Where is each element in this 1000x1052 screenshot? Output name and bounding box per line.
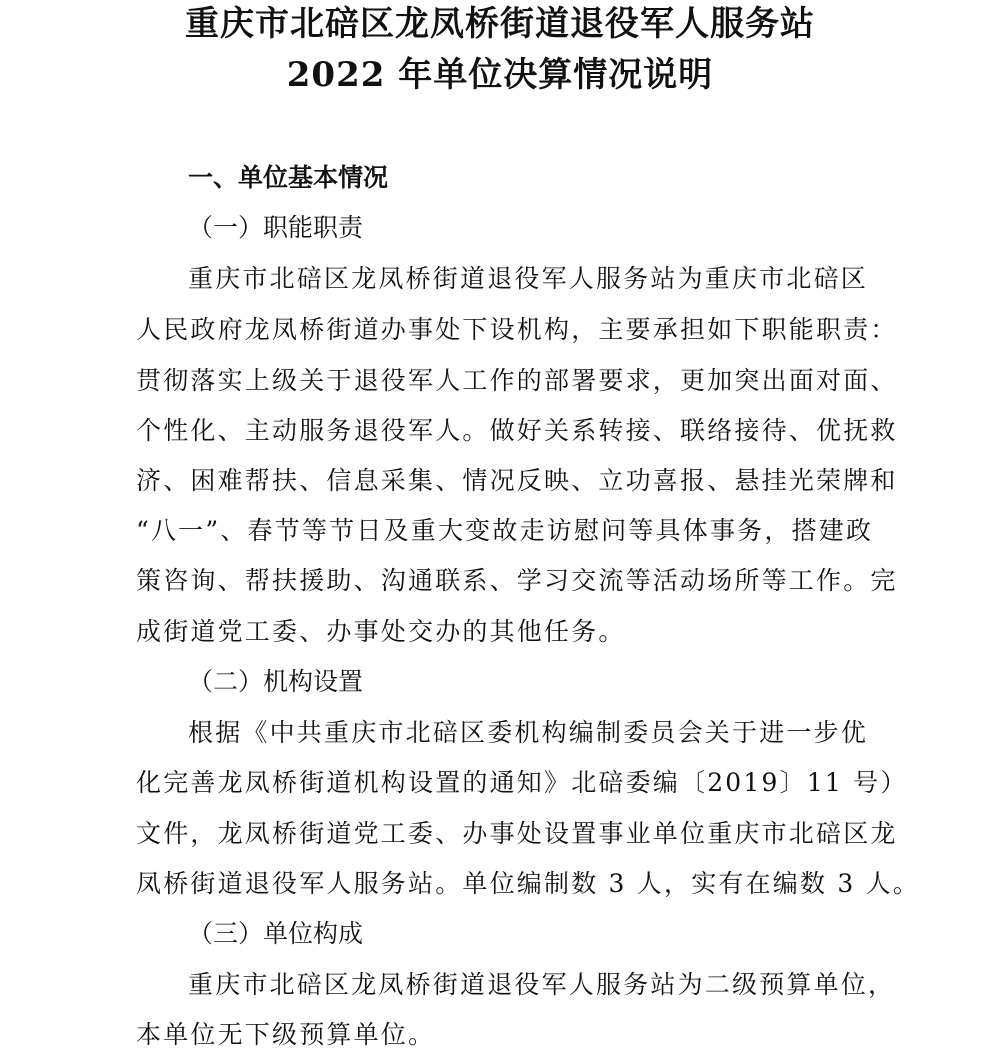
paragraph-line: 根据《中共重庆市北碚区委机构编制委员会关于进一步优 [188, 718, 869, 747]
paragraph-line: 文件，龙凤桥街道党工委、办事处设置事业单位重庆市北碚区龙 [136, 819, 898, 848]
paragraph-line: 济、困难帮扶、信息采集、情况反映、立功喜报、悬挂光荣牌和 [136, 466, 898, 495]
paragraph-line: 贯彻落实上级关于退役军人工作的部署要求，更加突出面对面、 [136, 366, 898, 395]
paragraph-line: 重庆市北碚区龙凤桥街道退役军人服务站为二级预算单位， [188, 970, 896, 999]
document-title-line-1: 重庆市北碚区龙凤桥街道退役军人服务站 [185, 4, 815, 44]
subheading-composition: （三）单位构成 [188, 919, 364, 948]
paragraph-line: 个性化、主动服务退役军人。做好关系转接、联络接待、优抚救 [136, 416, 898, 445]
paragraph-line: 化完善龙凤桥街道机构设置的通知》北碚委编〔2019〕11 号） [136, 768, 908, 797]
paragraph-line: 凤桥街道退役军人服务站。单位编制数 3 人，实有在编数 3 人。 [136, 869, 921, 898]
paragraph-line: 本单位无下级预算单位。 [136, 1020, 436, 1049]
subheading-organization: （二）机构设置 [188, 667, 364, 696]
paragraph-line: 人民政府龙凤桥街道办事处下设机构，主要承担如下职能职责： [136, 315, 898, 344]
paragraph-line: “八一”、春节等节日及重大变故走访慰问等具体事务，搭建政 [136, 516, 874, 545]
section-heading-basic-info: 一、单位基本情况 [188, 163, 389, 192]
subheading-functions: （一）职能职责 [188, 213, 364, 242]
paragraph-line: 策咨询、帮扶援助、沟通联系、学习交流等活动场所等工作。完 [136, 566, 898, 595]
document-title-line-2: 2022 年单位决算情况说明 [286, 55, 714, 95]
paragraph-line: 成街道党工委、办事处交办的其他任务。 [136, 617, 626, 646]
paragraph-line: 重庆市北碚区龙凤桥街道退役军人服务站为重庆市北碚区 [188, 264, 869, 293]
